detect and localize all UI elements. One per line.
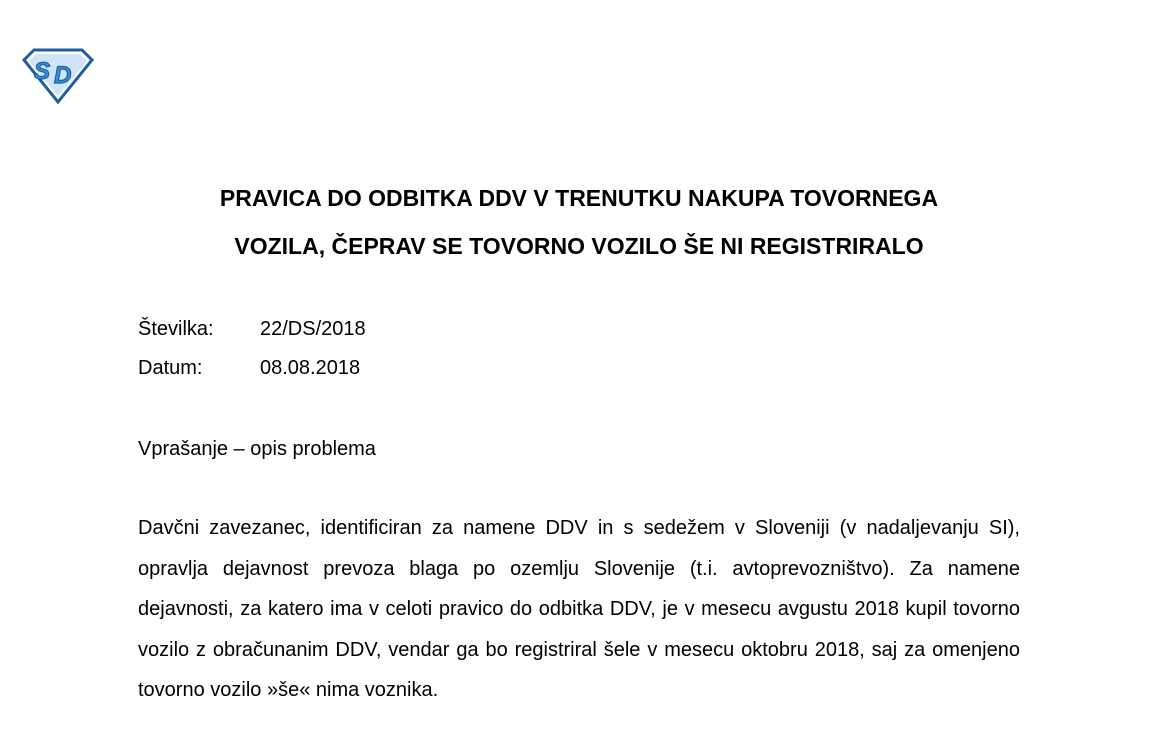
number-value: 22/DS/2018 — [260, 318, 366, 340]
logo-letter-d: D — [54, 62, 72, 89]
meta-number-row — [138, 310, 366, 349]
shield-logo-icon — [20, 46, 96, 106]
body-paragraph: Davčni zavezanec, identificiran za namene DDV in s sedežem v Sloveniji (v nadaljevanju SI), opravlja dejavnost prevoza blaga po ozemlju Slovenije (t.i. avtoprevozništvo). Za namene dejavnosti, za katero ima v celoti pravico do odbitka DDV, je v mesecu avgustu 2018 kupil tovorno vozilo z obračunanim DDV, vendar ga bo registriral šele v mesecu oktobru 2018, saj za omenjeno tovorno vozilo »še« nima voznika. — [138, 517, 1020, 701]
company-logo — [20, 46, 96, 106]
logo-letter-s: S — [34, 58, 51, 85]
number-label: Številka: — [138, 318, 214, 340]
section-heading: Vprašanje – opis problema — [138, 438, 376, 460]
title-line-1: PRAVICA DO ODBITKA DDV V TRENUTKU NAKUPA TOVORNEGA — [219, 185, 939, 211]
title-line-2: VOZILA, ČEPRAV SE TOVORNO VOZILO ŠE NI REGISTRIRALO — [234, 233, 924, 259]
date-value: 08.08.2018 — [260, 357, 361, 379]
meta-date-row — [138, 349, 366, 388]
date-label: Datum: — [138, 357, 203, 379]
document-meta — [138, 310, 366, 388]
document-title — [0, 174, 1158, 270]
